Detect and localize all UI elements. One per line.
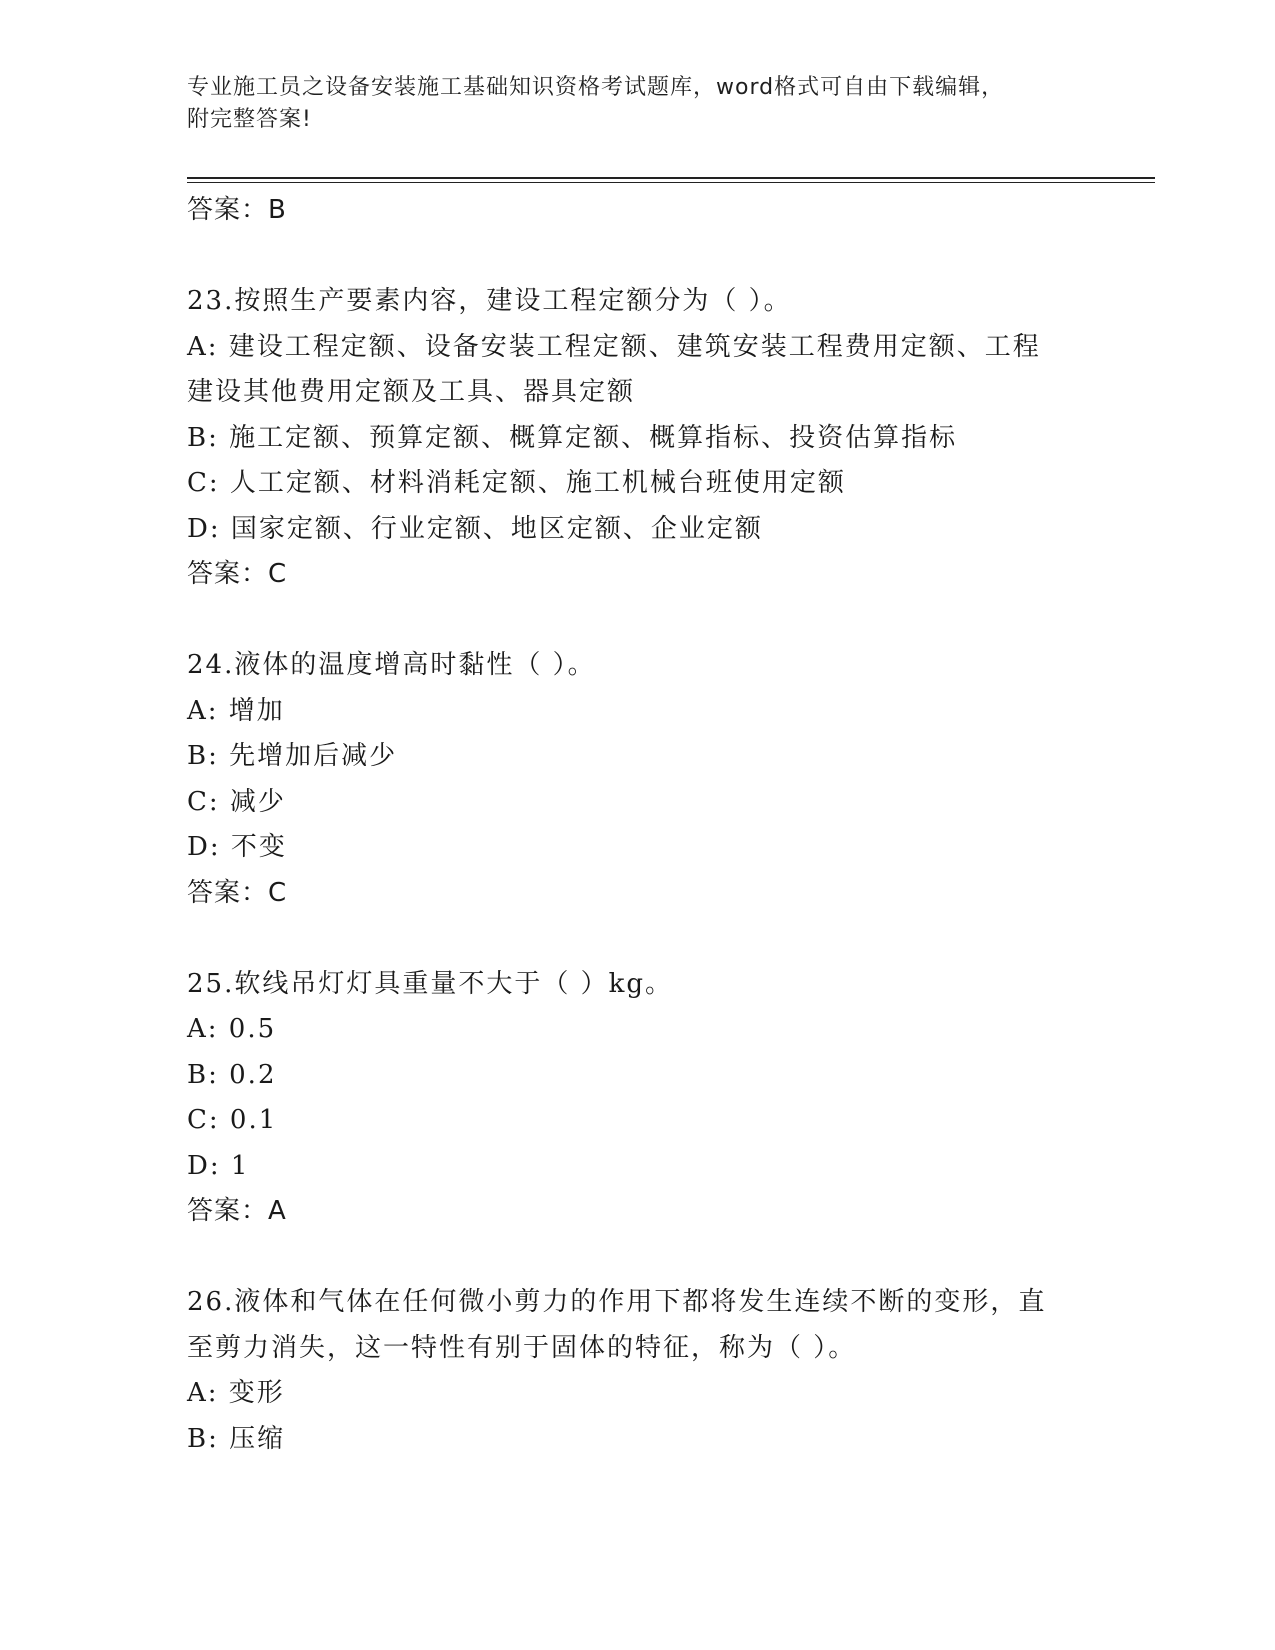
- option-d: D: 1: [187, 1150, 250, 1181]
- option-a: A: 0.5: [187, 1014, 277, 1044]
- option-b: B: 施工定额、预算定额、概算定额、概算指标、投资估算指标: [187, 422, 958, 453]
- header-line-2: 附完整答案!: [187, 107, 312, 132]
- answer-22: 答案：B: [187, 195, 287, 225]
- spacer: [187, 1235, 1087, 1281]
- question-23: [187, 279, 1087, 598]
- option-a: A: 增加: [187, 695, 285, 726]
- option-b: B: 0.2: [187, 1059, 277, 1090]
- option-c: C: 0.1: [187, 1105, 278, 1135]
- option-d: D: 国家定额、行业定额、地区定额、企业定额: [187, 513, 763, 544]
- header-rule-thin: [187, 182, 1155, 183]
- answer: 答案：C: [187, 877, 288, 908]
- option-c: C: 人工定额、材料消耗定额、施工机械台班使用定额: [187, 468, 846, 498]
- spacer: [187, 916, 1087, 962]
- question-text: 26.液体和气体在任何微小剪力的作用下都将发生连续不断的变形，直: [187, 1287, 1047, 1317]
- document-header: [187, 72, 1087, 136]
- question-text: 23.按照生产要素内容，建设工程定额分为（ ）。: [187, 286, 792, 316]
- spacer: [187, 234, 1087, 280]
- header-line-1: 专业施工员之设备安装施工基础知识资格考试题库，word格式可自由下载编辑，: [187, 75, 1005, 100]
- header-rule-thick: [187, 177, 1155, 179]
- question-25: [187, 962, 1087, 1235]
- question-text: 24.液体的温度增高时黏性（ ）。: [187, 650, 596, 680]
- question-text-continued: 至剪力消失，这一特性有别于固体的特征，称为（ ）。: [187, 1332, 857, 1363]
- question-text: 25.软线吊灯灯具重量不大于（ ）kg。: [187, 968, 674, 999]
- option-a: A: 变形: [187, 1378, 285, 1408]
- option-d: D: 不变: [187, 832, 287, 862]
- answer: 答案：C: [187, 559, 288, 589]
- option-a-continued: 建设其他费用定额及工具、器具定额: [187, 377, 636, 407]
- option-b: B: 先增加后减少: [187, 741, 398, 771]
- question-list: [187, 188, 1087, 1462]
- option-c: C: 减少: [187, 786, 286, 817]
- spacer: [187, 598, 1087, 644]
- question-24: [187, 643, 1087, 916]
- option-b: B: 压缩: [187, 1423, 286, 1454]
- option-a: A: 建设工程定额、设备安装工程定额、建筑安装工程费用定额、工程: [187, 331, 1041, 362]
- answer: 答案：A: [187, 1196, 287, 1226]
- question-26: [187, 1280, 1087, 1462]
